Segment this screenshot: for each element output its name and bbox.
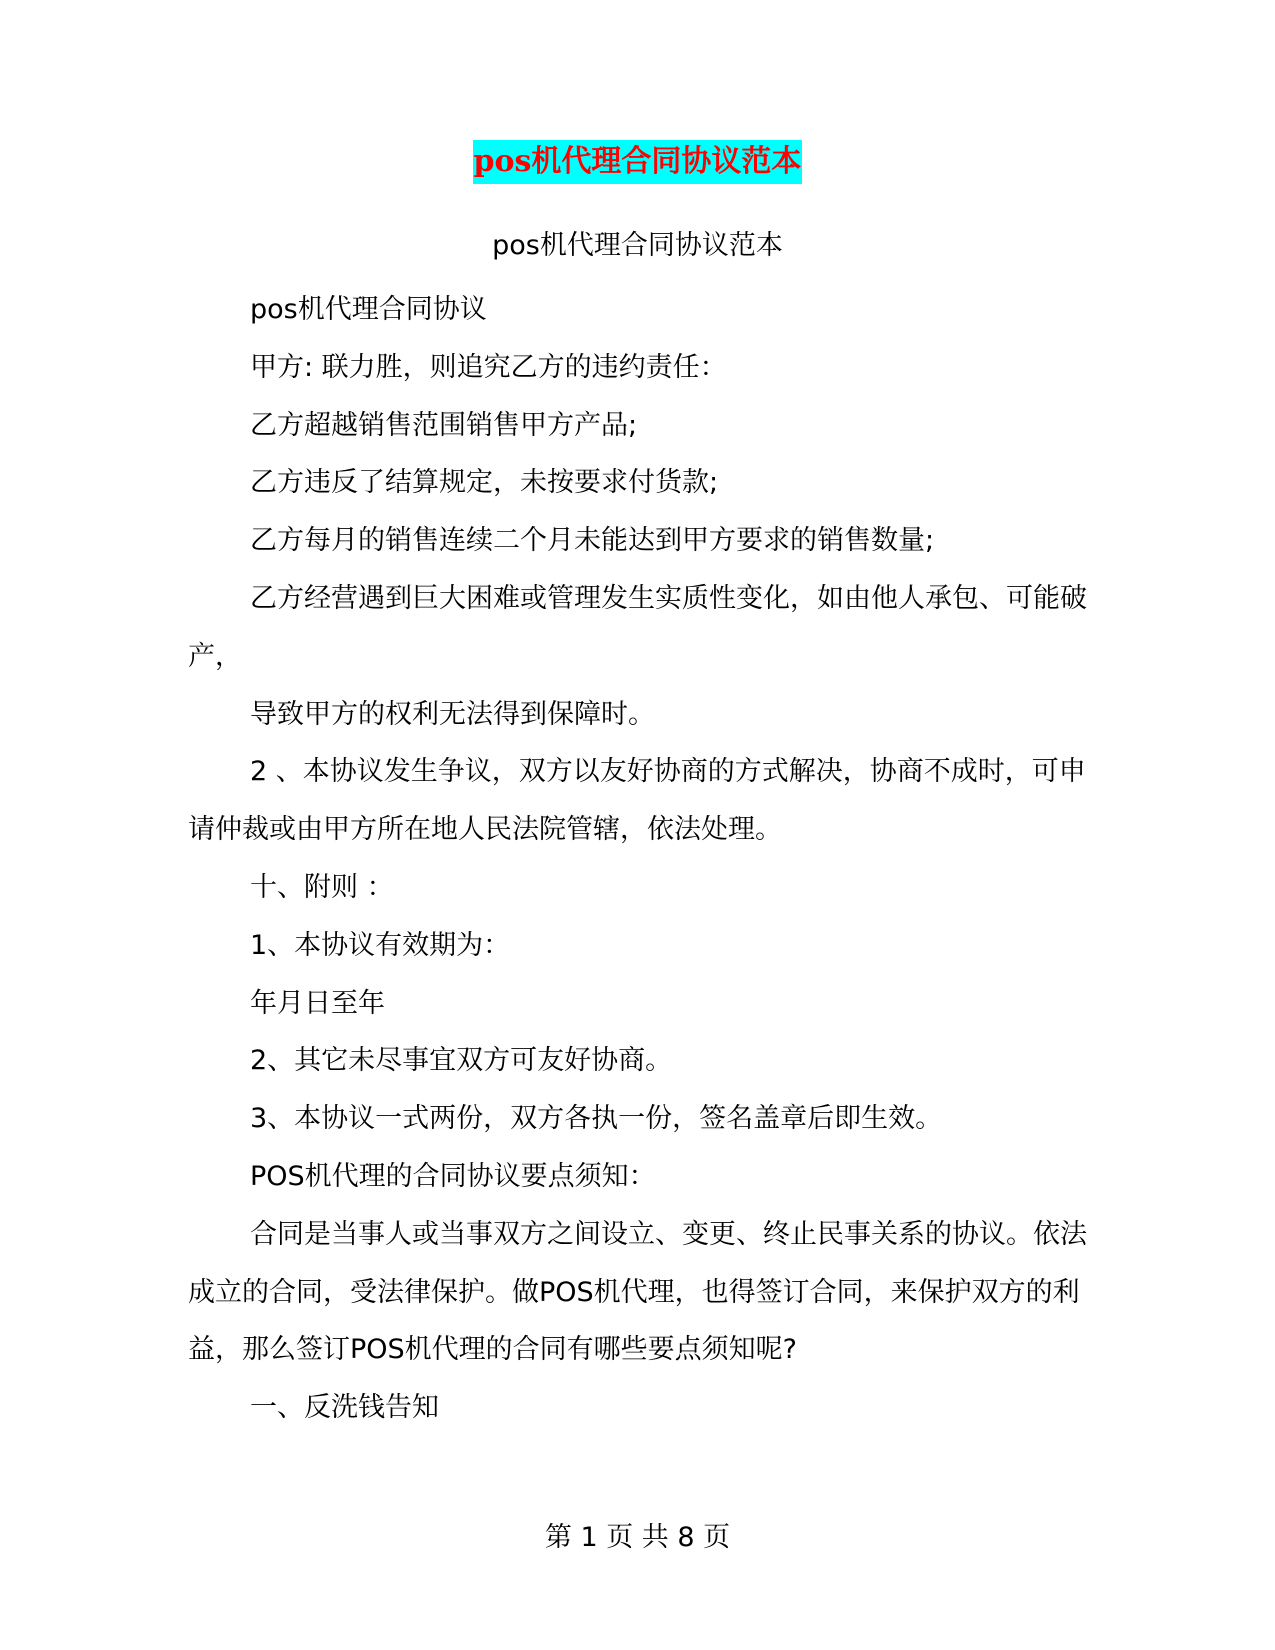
page-footer: 第 1 页 共 8 页 bbox=[544, 1522, 731, 1553]
paragraph: 3、本协议一式两份，双方各执一份，签名盖章后即生效。 bbox=[250, 1103, 943, 1135]
paragraph: 乙方超越销售范围销售甲方产品; bbox=[250, 409, 638, 441]
document-body bbox=[188, 281, 1098, 1437]
document-subtitle: pos机代理合同协议范本 bbox=[492, 230, 783, 261]
document-title: pos机代理合同协议范本 bbox=[473, 140, 803, 184]
title-container bbox=[0, 140, 1275, 184]
paragraph: POS机代理的合同协议要点须知： bbox=[250, 1160, 656, 1192]
paragraph: 乙方经营遇到巨大困难或管理发生实质性变化，如由他人承包、可能破产， bbox=[188, 582, 1087, 672]
paragraph: 2、其它未尽事宜双方可友好协商。 bbox=[250, 1045, 673, 1077]
paragraph: 一、反洗钱告知 bbox=[250, 1392, 439, 1424]
paragraph: 2 、本协议发生争议，双方以友好协商的方式解决，协商不成时，可申请仲裁或由甲方所在地人民法院管辖，依法处理。 bbox=[188, 756, 1086, 846]
paragraph: 乙方每月的销售连续二个月未能达到甲方要求的销售数量; bbox=[250, 525, 935, 557]
paragraph: 年月日至年 bbox=[250, 987, 385, 1019]
paragraph: 1、本协议有效期为： bbox=[250, 929, 511, 961]
paragraph: 导致甲方的权利无法得到保障时。 bbox=[250, 698, 655, 730]
paragraph: 十、附则 ： bbox=[250, 871, 394, 903]
paragraph: 乙方违反了结算规定，未按要求付货款; bbox=[250, 467, 719, 499]
paragraph: pos机代理合同协议 bbox=[250, 294, 487, 325]
paragraph: 甲方: 联力胜，则追究乙方的违约责任： bbox=[250, 351, 727, 383]
paragraph: 合同是当事人或当事双方之间设立、变更、终止民事关系的协议。依法成立的合同，受法律保护。做POS机代理，也得签订合同，来保护双方的利益，那么签订POS机代理的合同有哪些要点须知呢? bbox=[188, 1218, 1087, 1366]
